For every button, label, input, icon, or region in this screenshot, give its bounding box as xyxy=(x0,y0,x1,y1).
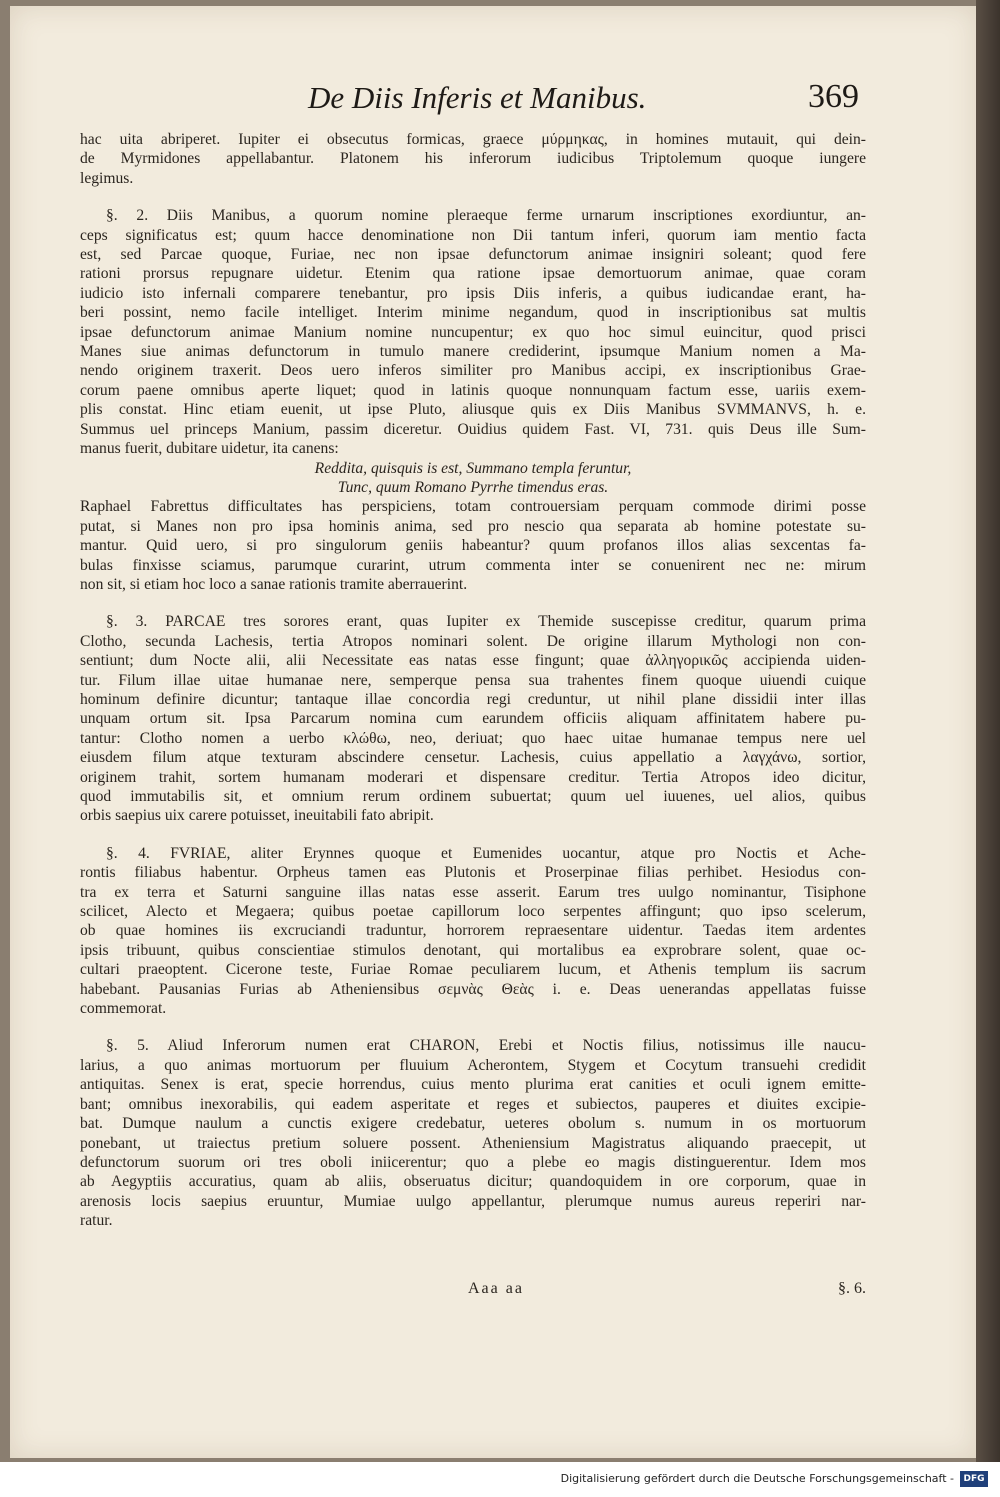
text-line: ipsae defunctorum animae Manium nomine nuncupentur; ex quo hoc simul euincitur, quod prisci xyxy=(80,323,866,341)
text-line: antiquitas. Senex is erat, specie horrendus, cuius mento plurima erat canities et oculi ignem emitte- xyxy=(80,1076,866,1094)
paragraph-continuation xyxy=(80,130,866,188)
digitization-credit: Digitalisierung gefördert durch die Deutsche Forschungsgemeinschaft - xyxy=(560,1472,954,1485)
text-line: orbis saepius uix carere potuisset, ineuitabili fato abripit. xyxy=(80,807,434,825)
text-line: ob quae homines iis excruciandi traduntur, horrorem repraesentare uidentur. Taedas item ardentes xyxy=(80,922,866,940)
paragraph-section-3 xyxy=(80,612,866,825)
paragraph-section-4 xyxy=(80,844,866,1019)
text-line: sentiunt; dum Nocte alii, alii Necessitate eas natas esse fingunt; quae ἀλληγορικῶς accipienda uiden- xyxy=(80,652,866,670)
text-line: bat. Dumque naulum a cunctis exigere credebatur, ueteres obolum s. numum in os mortuorum xyxy=(80,1115,866,1133)
text-line: bulas finxisse sciamus, parumque curarint, utrum commenta inter se conuenirent nec ne: mirum xyxy=(80,556,866,574)
text-line: legimus. xyxy=(80,169,134,187)
text-line: Summus uel princeps Manium, passim diceretur. Ouidius quidem Fast. VI, 731. quis Deus ille Sum- xyxy=(80,420,866,438)
text-line: tra ex terra et Saturni sanguine illas natas esse asserit. Earum tres uulgo nominantur, Tisiphone xyxy=(80,883,866,901)
page-number: 369 xyxy=(808,78,859,115)
verse-line: Reddita, quisquis is est, Summano templa feruntur, xyxy=(314,459,632,477)
text-line: rontis filiabus habentur. Orpheus tamen eas Plutonis et Proserpinae filias perhibet. Hesiodus con- xyxy=(80,864,866,882)
running-title: De Diis Inferis et Manibus. xyxy=(308,80,647,115)
text-line: manus fuerit, dubitare uidetur, ita canens: xyxy=(80,440,339,458)
text-line: quod immutabilis sit, et omnium rerum ordinem subuertat; quum uel iuuenes, uel alios, quibus xyxy=(80,788,866,805)
text-line: corum paene omnibus aperte liquet; quod in latinis quoque nonnunquam factum esse, uariis exem- xyxy=(80,381,866,399)
text-line: defunctorum suorum ori tres oboli iniicerentur; quo a plebe eo magis distinguerentur. Idem mos xyxy=(80,1153,866,1171)
text-line: ipsis tribuunt, quibus conscientiae stimulos denotant, qui mortalibus ea exprobrare solent, quae oc- xyxy=(80,941,866,959)
text-line: unquam ortum sit. Ipsa Parcarum nomina cum earundem officiis aliquam affinitatem habere pu- xyxy=(80,710,866,728)
text-line: est, sed Parcae quoque, Furiae, nec non ipsae defunctorum animae insigniri soleant; quod fere xyxy=(80,246,866,264)
text-line: mantur. Quid uero, si pro singulorum geniis habeantur? quum profanos illos alias sexcentas fa- xyxy=(80,537,866,555)
text-line: hominum definire dicuntur; tantaque illae concordia regi creduntur, ut nihil plane dissidii inter illas xyxy=(80,690,866,708)
body-text xyxy=(80,130,866,1231)
text-line: de Myrmidones appellabantur. Platonem his inferorum iudicibus Triptolemum quoque iungere xyxy=(80,150,866,168)
text-line: originem trahit, sortem humanam moderari et dispensare creditur. Tertia Atropos ideo dicitur, xyxy=(80,768,866,786)
text-line: ab Aegyptiis accuratius, quam ab aliis, obseruatus dicitur; quandoquidem in ore corporum, quae in xyxy=(80,1173,866,1191)
paragraph-section-5 xyxy=(80,1036,866,1230)
text-line: plis constat. Hinc etiam euenit, ut ipse Pluto, aliusque quis ex Diis Manibus SVMMANVS, h. e. xyxy=(80,401,866,419)
text-line: ponebant, ut traiectus pretium soluere possent. Atheniensium Magistratus aliquando praecepit, ut xyxy=(80,1134,866,1152)
text-line: hac uita abriperet. Iupiter ei obsecutus formicas, graece μύρμηκας, in homines mutauit, qui dein- xyxy=(80,131,866,148)
page-header xyxy=(292,80,892,126)
text-line: tantur: Clotho nomen a uerbo κλώθω, neo, deriuat; quo haec uitae humanae tempus nere uel xyxy=(80,729,866,747)
text-line: larius, a quo animas mortuorum per fluuium Acherontem, Stygem et Cocytum transuehi credidit xyxy=(80,1056,866,1074)
text-line: Raphael Fabrettus difficultates has perspiciens, totam controuersiam perquam commode dirimi posse xyxy=(80,498,866,516)
text-line: habebant. Pausanias Furias ab Atheniensibus σεμνὰς Θεὰς i. e. Deas uenerandas appellatas fuisse xyxy=(80,980,866,998)
text-line: §. 2. Diis Manibus, a quorum nomine pleraeque ferme urnarum inscriptiones exordiuntur, an- xyxy=(106,207,866,225)
verse-line: Tunc, quum Romano Pyrrhe timendus eras. xyxy=(337,478,609,496)
text-line: commemorat. xyxy=(80,1000,167,1018)
text-line: non sit, si etiam hoc loco a sanae rationis tramite aberrauerint. xyxy=(80,575,468,593)
text-line: iudicio isto infernali comparere tenebantur, pro ipsis Diis inferis, a quibus iudicandae erant, ha- xyxy=(80,284,866,302)
text-line: putat, si Manes non pro ipsa hominis anima, sed pro nescio qua separata ab homine potestate su- xyxy=(80,517,866,535)
text-line: eiusdem filum atque texturam abscindere censetur. Lachesis, cuius appellatio a λαγχάνω, sortior, xyxy=(80,749,866,767)
text-line: ratur. xyxy=(80,1212,113,1230)
catchword: §. 6. xyxy=(838,1280,866,1297)
text-line: ceps significatus est; quum hacce denominatione non Dii tantum inferi, quorum iam mentio facta xyxy=(80,226,866,244)
text-line: bant; omnibus inexorabilis, qui eadem asperitate et reges et subiectos, pauperes et diuites excipie- xyxy=(80,1095,866,1113)
text-line: scilicet, Alecto et Megaera; quibus poetae capillorum loco serpentes affingunt; quo ipso scelerum, xyxy=(80,903,866,921)
paragraph-fabrettus xyxy=(80,497,866,594)
text-line: nendo originem traxerit. Deos uero inferos similiter pro Manibus accipi, ex inscriptionibus Grae- xyxy=(80,362,866,380)
text-line: beri possint, nemo facile intelliget. Interim minime negandum, quod in inscriptionibus sat multis xyxy=(80,304,866,322)
text-line: Clotho, secunda Lachesis, tertia Atropos nominari solent. De origine illarum Mythologi non con- xyxy=(80,632,866,650)
text-line: arenosis locis saepius eruuntur, Mumiae uulgo appellantur, plerumque numus aureus reperiri nar- xyxy=(80,1192,866,1210)
text-line: rationi prorsus repugnare uidetur. Etenim qua ratione ipsae demortuorum animae, quae coram xyxy=(80,265,866,283)
text-line: §. 4. FVRIAE, aliter Erynnes quoque et Eumenides uocantur, atque pro Noctis et Ache- xyxy=(106,844,866,862)
page-footer xyxy=(80,1280,866,1304)
text-line: tur. Filum illae uitae humanae nere, semperque pensa sua trahentes finem quoque uiuendi cuique xyxy=(80,671,866,689)
verse-quotation xyxy=(80,459,866,498)
book-edge xyxy=(976,0,1000,1462)
dfg-logo-icon[interactable]: DFG xyxy=(960,1471,988,1487)
digitization-bar xyxy=(0,1462,1000,1497)
text-line: cultari praeoptent. Cicerone teste, Furiae Romae peculiarem lucum, et Athenis templum iis sacrum xyxy=(80,961,866,979)
signature-mark: Aaa aa xyxy=(468,1280,524,1297)
text-line: Manes siue animas defunctorum in tumulo manere crediderint, ipsumque Manium nomen a Ma- xyxy=(80,343,866,361)
text-line: §. 5. Aliud Inferorum numen erat CHARON, Erebi et Noctis filius, notissimus ille naucu- xyxy=(106,1037,866,1055)
text-line: §. 3. PARCAE tres sorores erant, quas Iupiter ex Themide suscepisse creditur, quarum prima xyxy=(106,613,866,631)
paragraph-section-2 xyxy=(80,206,866,458)
